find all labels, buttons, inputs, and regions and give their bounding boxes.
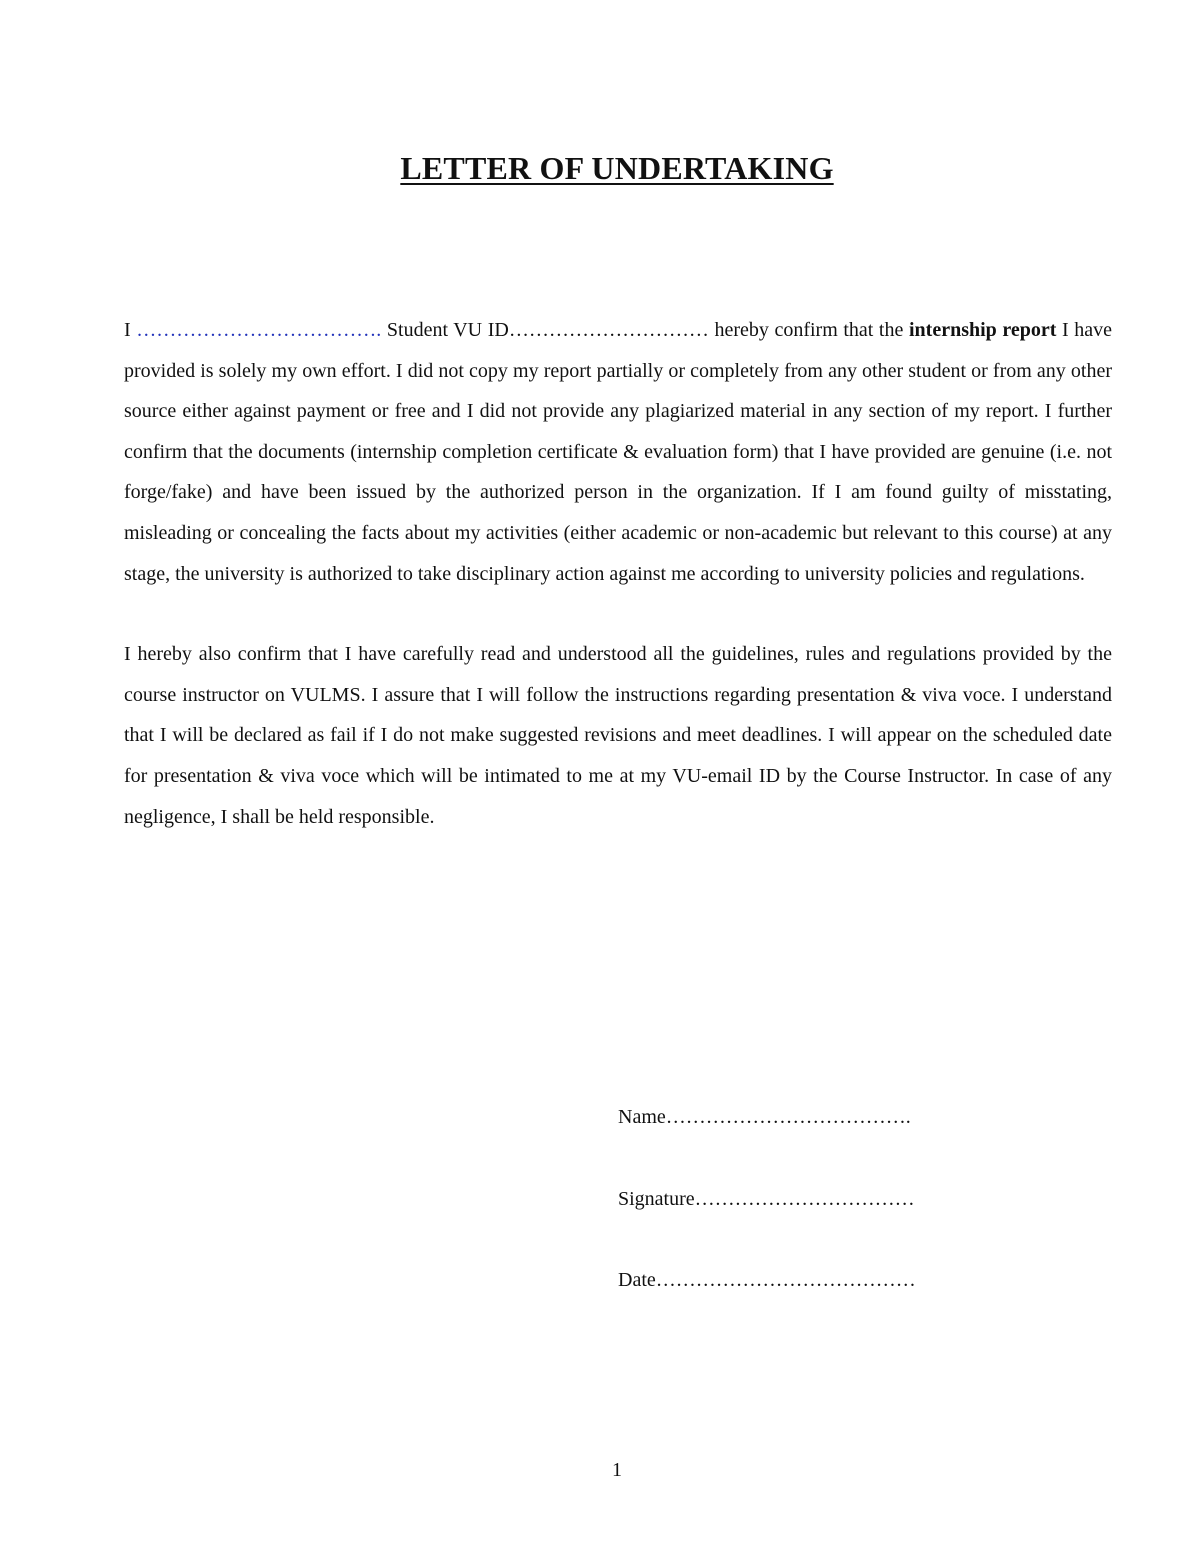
- paragraph-guidelines: I hereby also confirm that I have carefully read and understood all the guidelines, rules and regulations provided by the course instructor on VULMS. I assure that I will follow the instructions regarding presentation & viva voce. I understand that I will be declared as fail if I do not make suggested revisions and meet deadlines. I will appear on the scheduled date for presentation & viva voce which will be intimated to me at my VU-email ID by the Course Instructor. In case of any negligence, I shall be held responsible.: [124, 643, 1112, 828]
- pronoun-i: I: [124, 319, 131, 341]
- student-id-blank: …………………………: [508, 319, 709, 341]
- student-id-label: Student VU ID: [386, 319, 509, 341]
- page-number: 1: [612, 1459, 622, 1481]
- document-body: [124, 310, 1112, 837]
- paragraph-undertaking-rest: I have provided is solely my own effort. I did not copy my report partially or completely from any other student or from any other source either against payment or free and I did not provide any plagiarized material in any section of my report. I further confirm that the documents (internship completion certificate & evaluation form) that I have provided are genuine (i.e. not forge/fake) and have been issued by the authorized person in the organization. If I am found guilty of misstating, misleading or concealing the facts about my activities (either academic or non-academic but relevant to this course) at any stage, the university is authorized to take disciplinary action against me according to university policies and regulations.: [124, 319, 1113, 585]
- date-line: Date…………………………………: [618, 1269, 916, 1291]
- signature-line: Signature……………………………: [618, 1188, 915, 1210]
- document-title: LETTER OF UNDERTAKING: [400, 150, 834, 186]
- paragraph-undertaking: [124, 310, 1112, 594]
- name-blank: ……………………………….: [136, 319, 382, 341]
- internship-report-term: internship report: [908, 319, 1057, 341]
- name-line: Name……………………………….: [618, 1106, 911, 1128]
- confirm-text: hereby confirm that the: [714, 319, 904, 341]
